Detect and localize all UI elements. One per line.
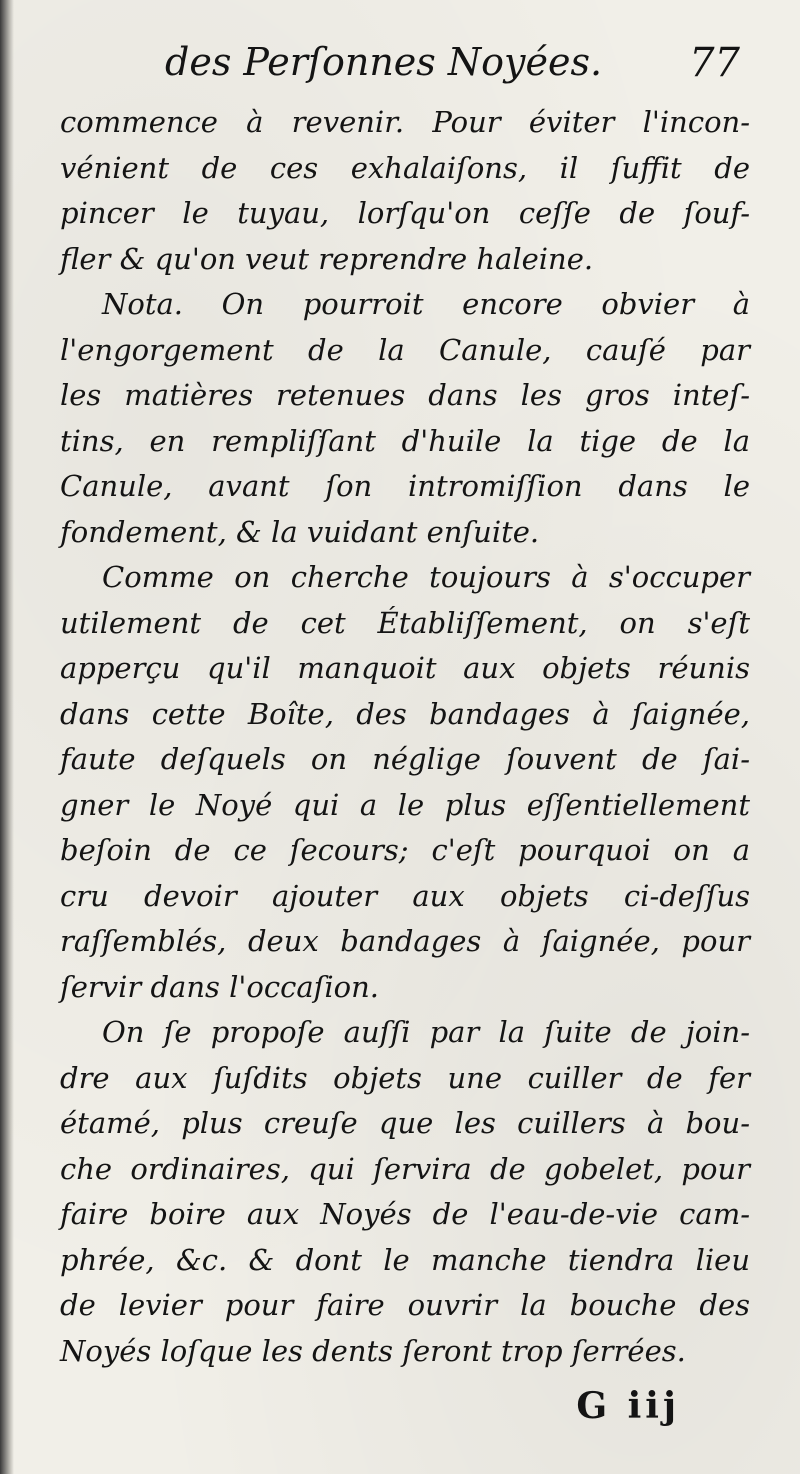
text-line: phrée, &c. & dont le manche tiendra lieu	[60, 1242, 750, 1277]
text-line: faire boire aux Noyés de l'eau-de-vie cam-	[60, 1197, 750, 1231]
text-line: étamé, plus creuſe que les cuillers à bou-	[60, 1106, 750, 1140]
text-line: les matières retenues dans les gros inteſ-	[60, 378, 750, 412]
text-line: fler & qu'on veut reprendre haleine.	[60, 241, 594, 276]
text-line: l'engorgement de la Canule, cauſé par	[60, 332, 750, 367]
text-line: de levier pour faire ouvrir la bouche des	[60, 1288, 750, 1322]
text-line: utilement de cet Établiſſement, on s'eſt	[60, 605, 750, 640]
signature-mark: G iij	[576, 1385, 680, 1427]
binding-gutter	[0, 0, 14, 1474]
text-line: che ordinaires, qui ſervira de gobelet, pour	[60, 1151, 750, 1186]
text-line: Nota. On pourroit encore obvier à	[102, 287, 750, 321]
running-title: des Perſonnes Noyées.	[165, 40, 603, 84]
text-line: vénient de ces exhalaiſons, il ſuffit de	[60, 150, 750, 185]
text-line: fondement, & la vuidant enſuite.	[60, 514, 540, 549]
text-line: apperçu qu'il manquoit aux objets réunis	[60, 651, 750, 685]
text-line: gner le Noyé qui a le plus eſſentiellement	[60, 787, 750, 822]
text-line: beſoin de ce ſecours; c'eſt pourquoi on a	[60, 833, 750, 867]
text-line: dre aux ſuſdits objets une cuiller de fer	[60, 1060, 750, 1095]
page-number: 77	[689, 40, 740, 86]
text-line: faute deſquels on néglige ſouvent de ſai-	[60, 742, 750, 776]
text-line: raſſemblés, deux bandages à ſaignée, pour	[60, 924, 750, 958]
text-line: Canule, avant ſon intromiſſion dans le	[60, 469, 750, 503]
page-header	[165, 40, 740, 100]
text-line: cru devoir ajouter aux objets ci-deſſus	[60, 878, 750, 913]
body-text	[60, 100, 750, 1374]
text-line: dans cette Boîte, des bandages à ſaignée,	[60, 696, 750, 731]
text-line: Comme on cherche toujours à s'occuper	[102, 560, 750, 594]
text-line: ſervir dans l'occaſion.	[60, 969, 379, 1004]
text-line: tins, en rempliſſant d'huile la tige de la	[60, 423, 750, 458]
text-line: pincer le tuyau, lorſqu'on ceſſe de ſouf-	[60, 196, 750, 230]
text-line: commence à revenir. Pour éviter l'incon-	[60, 105, 750, 139]
text-line: On ſe propoſe auſſi par la ſuite de join-	[102, 1015, 750, 1049]
text-line: Noyés loſque les dents ſeront trop ſerrées.	[60, 1333, 686, 1368]
